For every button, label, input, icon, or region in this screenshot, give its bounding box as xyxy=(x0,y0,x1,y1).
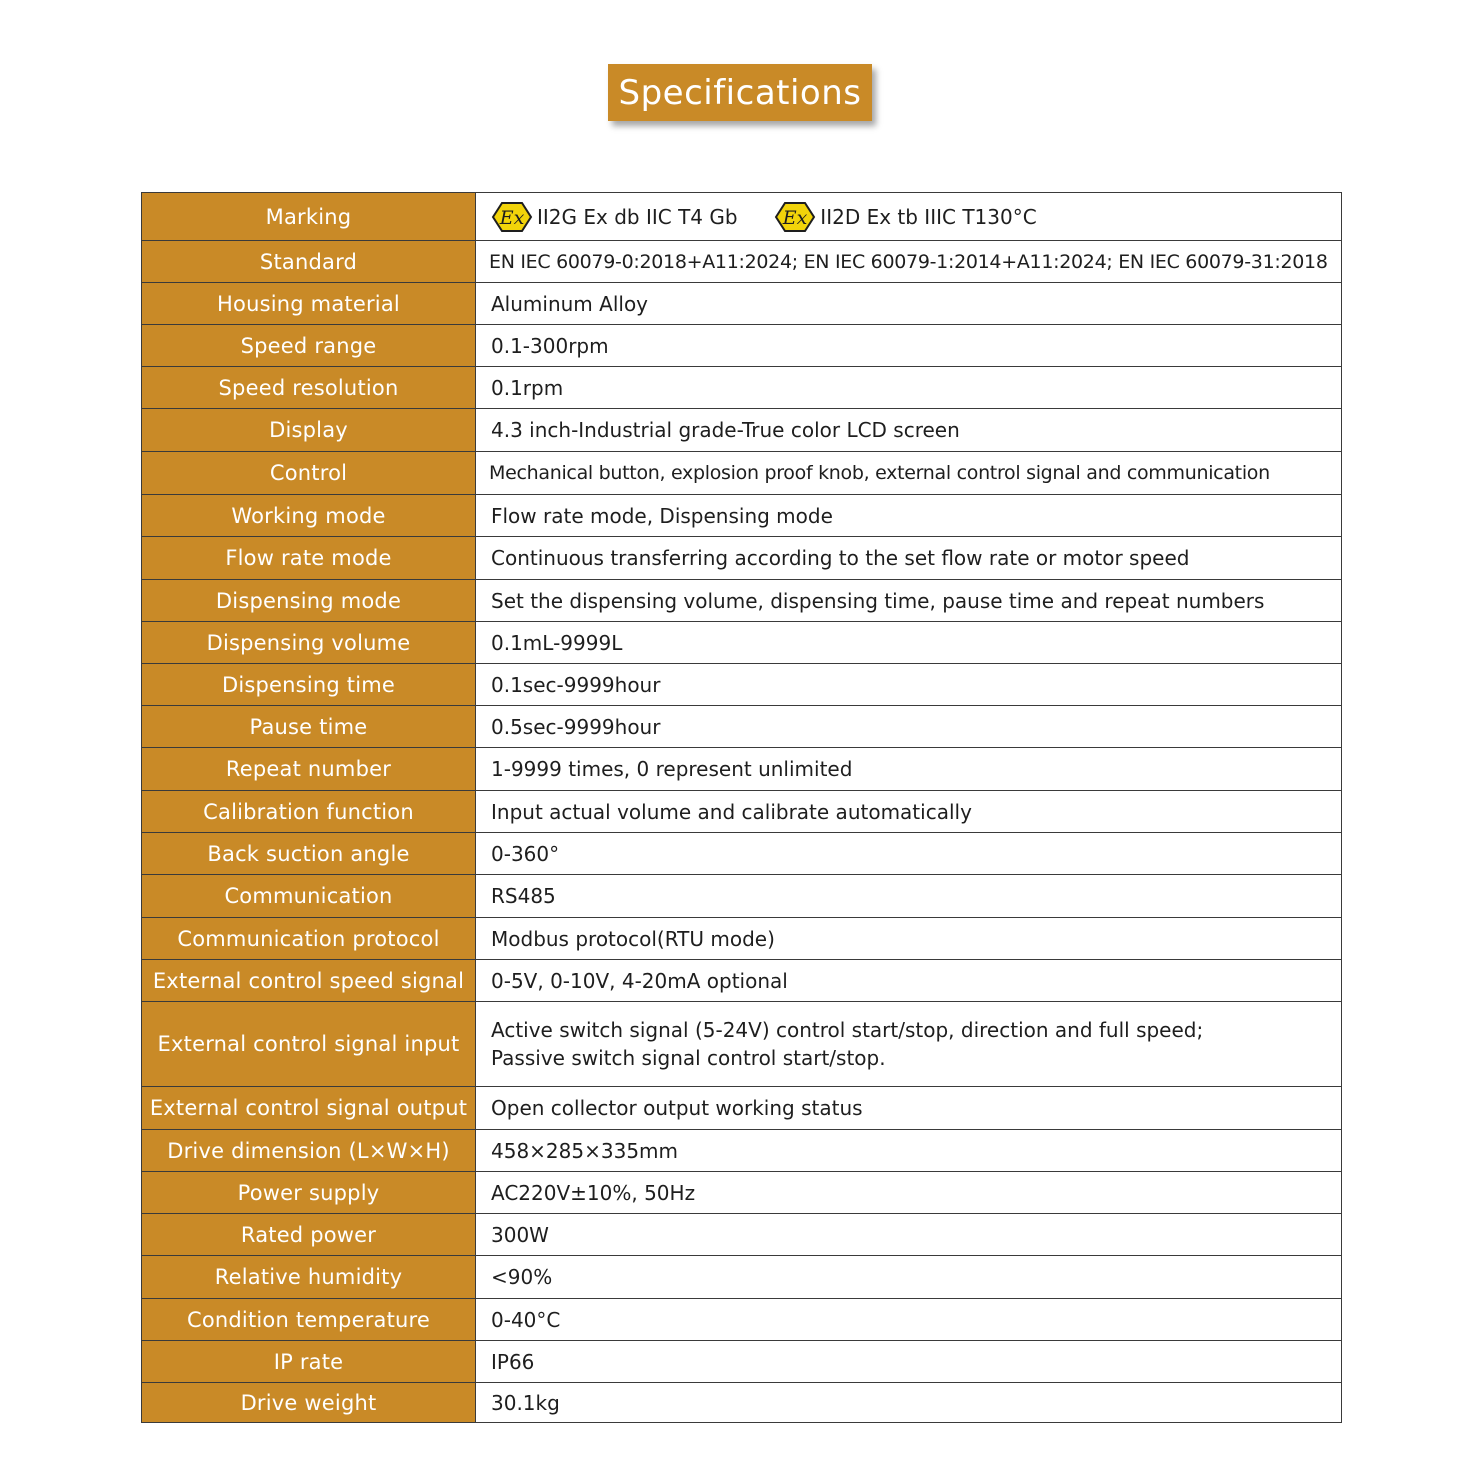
table-row xyxy=(142,367,1342,409)
row-value-text: 300W xyxy=(491,1222,549,1247)
row-value-text-line2: Passive switch signal control start/stop. xyxy=(491,1046,886,1070)
row-label: Rated power xyxy=(142,1214,476,1256)
row-value xyxy=(476,409,1342,452)
row-label: Display xyxy=(142,409,476,452)
row-label: Flow rate mode xyxy=(142,537,476,580)
row-label: Speed resolution xyxy=(142,367,476,409)
row-value-text: RS485 xyxy=(491,884,556,908)
table-row xyxy=(142,1002,1342,1087)
row-value-text: 0-40°C xyxy=(491,1307,561,1332)
row-value-text: <90% xyxy=(491,1265,553,1289)
row-label: Communication protocol xyxy=(142,918,476,960)
table-row xyxy=(142,1214,1342,1256)
table-row xyxy=(142,918,1342,960)
row-value xyxy=(476,875,1342,918)
table-row xyxy=(142,875,1342,918)
table-row xyxy=(142,664,1342,706)
row-value xyxy=(476,918,1342,960)
row-value xyxy=(476,1299,1342,1341)
row-label: Back suction angle xyxy=(142,833,476,875)
row-label: Speed range xyxy=(142,325,476,367)
table-row xyxy=(142,1130,1342,1172)
table-row-marking xyxy=(142,193,1342,241)
row-value xyxy=(476,367,1342,409)
table-row xyxy=(142,1087,1342,1130)
table-row xyxy=(142,452,1342,495)
row-value-text: IP66 xyxy=(491,1349,535,1374)
row-label: Working mode xyxy=(142,495,476,537)
row-value xyxy=(476,580,1342,622)
row-value-text: Active switch signal (5-24V) control start/stop, direction and full speed; xyxy=(491,1018,1204,1042)
row-value xyxy=(476,495,1342,537)
row-value-text: 458×285×335mm xyxy=(491,1138,679,1163)
table-row xyxy=(142,748,1342,791)
ex-hexagon-icon xyxy=(491,201,533,233)
row-value-text: 0-360° xyxy=(491,841,560,866)
page-title: Specifications xyxy=(608,64,872,121)
table-row xyxy=(142,241,1342,283)
row-label: Drive weight xyxy=(142,1383,476,1423)
row-value xyxy=(476,748,1342,791)
row-label: Drive dimension (L×W×H) xyxy=(142,1130,476,1172)
row-value xyxy=(476,1256,1342,1299)
row-label: Calibration function xyxy=(142,791,476,833)
row-value-text: 0.1mL-9999L xyxy=(491,630,623,655)
row-value xyxy=(476,1087,1342,1130)
row-label: Dispensing volume xyxy=(142,622,476,664)
row-value-text: 0.1rpm xyxy=(491,375,564,400)
row-label: Power supply xyxy=(142,1172,476,1214)
row-value-text: 0.1-300rpm xyxy=(491,333,609,358)
row-label: External control signal input xyxy=(142,1002,476,1087)
row-value-text: Continuous transferring according to the set flow rate or motor speed xyxy=(491,546,1190,570)
table-row xyxy=(142,706,1342,748)
row-value xyxy=(476,1172,1342,1214)
row-value-text: AC220V±10%, 50Hz xyxy=(491,1180,696,1205)
table-row xyxy=(142,495,1342,537)
table-row xyxy=(142,1299,1342,1341)
row-label: Control xyxy=(142,452,476,495)
table-row xyxy=(142,580,1342,622)
row-value-text: Flow rate mode, Dispensing mode xyxy=(491,503,833,528)
table-row xyxy=(142,791,1342,833)
svg-text:Ex: Ex xyxy=(783,206,808,229)
marking-gas: II2G Ex db IIC T4 Gb xyxy=(537,204,738,229)
row-label: Dispensing time xyxy=(142,664,476,706)
row-value xyxy=(476,1130,1342,1172)
row-value xyxy=(476,1214,1342,1256)
row-value-text: 0.5sec-9999hour xyxy=(491,714,661,739)
table-row xyxy=(142,409,1342,452)
row-value-text: EN IEC 60079-0:2018+A11:2024; EN IEC 60079-1:2014+A11:2024; EN IEC 60079-31:2018 xyxy=(489,250,1328,273)
row-value xyxy=(476,193,1342,241)
table-row xyxy=(142,960,1342,1002)
row-value xyxy=(476,452,1342,495)
row-value xyxy=(476,1341,1342,1383)
row-value xyxy=(476,960,1342,1002)
table-row xyxy=(142,622,1342,664)
row-value-text: Open collector output working status xyxy=(491,1096,863,1120)
row-label: Communication xyxy=(142,875,476,918)
row-value-text: 0.1sec-9999hour xyxy=(491,672,661,697)
table-row xyxy=(142,1383,1342,1423)
ex-hexagon-icon xyxy=(774,201,816,233)
row-value-text: Set the dispensing volume, dispensing time, pause time and repeat numbers xyxy=(491,588,1265,613)
row-value xyxy=(476,325,1342,367)
row-label: Pause time xyxy=(142,706,476,748)
row-value-text: 1-9999 times, 0 represent unlimited xyxy=(491,757,853,781)
row-value-text: 30.1kg xyxy=(491,1390,560,1415)
row-label: Repeat number xyxy=(142,748,476,791)
row-value-text: Modbus protocol(RTU mode) xyxy=(491,926,775,951)
table-row xyxy=(142,1341,1342,1383)
table-row xyxy=(142,537,1342,580)
row-value xyxy=(476,241,1342,283)
table-row xyxy=(142,325,1342,367)
table-row xyxy=(142,1172,1342,1214)
specifications-table xyxy=(141,192,1342,1423)
row-label: Standard xyxy=(142,241,476,283)
row-label: Marking xyxy=(142,193,476,241)
row-label: External control signal output xyxy=(142,1087,476,1130)
table-row xyxy=(142,1256,1342,1299)
row-value-text: 4.3 inch-Industrial grade-True color LCD screen xyxy=(491,418,960,442)
svg-text:Ex: Ex xyxy=(499,206,525,229)
row-value xyxy=(476,283,1342,325)
row-value xyxy=(476,537,1342,580)
row-value xyxy=(476,622,1342,664)
row-label: IP rate xyxy=(142,1341,476,1383)
row-value xyxy=(476,664,1342,706)
row-value-text: Mechanical button, explosion proof knob, external control signal and communication xyxy=(489,462,1270,484)
row-label: Housing material xyxy=(142,283,476,325)
row-value xyxy=(476,833,1342,875)
row-label: Relative humidity xyxy=(142,1256,476,1299)
row-value xyxy=(476,1383,1342,1423)
marking-dust: II2D Ex tb IIIC T130°C xyxy=(820,204,1037,229)
row-value xyxy=(476,706,1342,748)
row-value xyxy=(476,791,1342,833)
row-value-text: Input actual volume and calibrate automatically xyxy=(491,799,972,824)
row-label: External control speed signal xyxy=(142,960,476,1002)
row-label: Dispensing mode xyxy=(142,580,476,622)
row-value-text: Aluminum Alloy xyxy=(491,291,649,316)
row-value xyxy=(476,1002,1342,1087)
table-row xyxy=(142,833,1342,875)
row-value-text: 0-5V, 0-10V, 4-20mA optional xyxy=(491,968,788,993)
table-row xyxy=(142,283,1342,325)
row-label: Condition temperature xyxy=(142,1299,476,1341)
